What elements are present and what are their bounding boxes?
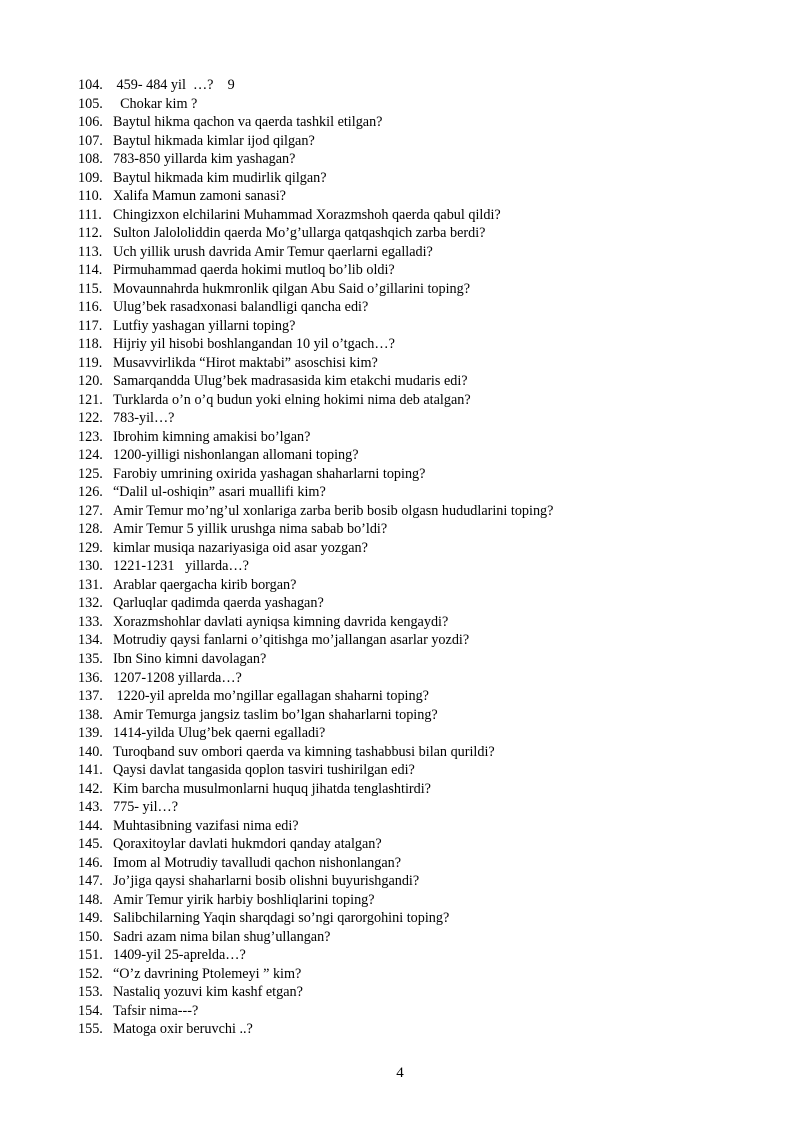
question-number: 145. [78,836,103,853]
question-item [78,298,778,317]
question-number: 139. [78,725,103,742]
question-number: 129. [78,539,103,556]
question-text: Tafsir nima---? [113,1002,199,1019]
question-item [78,150,778,169]
question-number: 153. [78,984,103,1001]
question-item [78,687,778,706]
question-number: 141. [78,762,103,779]
question-text: Baytul hikma qachon va qaerda tashkil etilgan? [113,114,383,131]
question-text: Amir Temur yirik harbiy boshliqlarini toping? [113,891,375,908]
question-number: 104. [78,77,103,93]
question-number: 121. [78,391,103,408]
question-text: Qoraxitoylar davlati hukmdori qanday atalgan? [113,836,382,853]
question-item [78,780,778,799]
question-text: Chingizxon elchilarini Muhammad Xorazmshoh qaerda qabul qildi? [113,206,501,223]
question-number: 112. [78,225,103,242]
question-item [78,335,778,354]
question-text: Farobiy umrining oxirida yashagan shaharlarni toping? [113,465,426,482]
question-number: 106. [78,114,103,131]
question-text: Xalifa Mamun zamoni sanasi? [113,188,286,205]
question-text: Ulug’bek rasadxonasi balandligi qancha edi? [113,299,369,316]
question-item [78,872,778,891]
question-number: 111. [78,206,102,223]
question-text: Movaunnahrda hukmronlik qilgan Abu Said o’gillarini toping? [113,280,471,297]
question-number: 123. [78,428,103,445]
question-text: Nastaliq yozuvi kim kashf etgan? [113,984,303,1001]
question-number: 142. [78,780,103,797]
question-number: 146. [78,854,103,871]
question-text: Turoqband suv ombori qaerda va kimning tashabbusi bilan qurildi? [113,743,495,760]
question-number: 144. [78,817,103,834]
question-text: 459- 484 yil …? 9 [113,77,235,93]
question-item [78,669,778,688]
question-text: Amir Temurga jangsiz taslim bo’lgan shaharlarni toping? [113,706,438,723]
question-number: 124. [78,447,103,464]
question-text: Amir Temur mo’ng’ul xonlariga zarba berib bosib olgasn hududlarini toping? [113,502,554,519]
question-number: 155. [78,1021,103,1038]
question-item [78,946,778,965]
question-text: Kim barcha musulmonlarni huquq jihatda tenglashtirdi? [113,780,431,797]
question-number: 128. [78,521,103,538]
question-item [78,317,778,336]
question-text: Samarqandda Ulug’bek madrasasida kim etakchi mudaris edi? [113,373,468,390]
question-text: 1414-yilda Ulug’bek qaerni egalladi? [113,725,326,742]
question-item [78,1002,778,1021]
question-text: 783-yil…? [113,410,175,427]
question-number: 130. [78,558,103,575]
question-text: 1220-yil aprelda mo’ngillar egallagan shaharni toping? [113,688,429,705]
question-item [78,706,778,725]
question-item [78,113,778,132]
question-text: Amir Temur 5 yillik urushga nima sabab bo’ldi? [113,521,388,538]
question-item [78,206,778,225]
question-item [78,520,778,539]
question-item [78,261,778,280]
question-text: Motrudiy qaysi fanlarni o’qitishga mo’jallangan asarlar yozdi? [113,632,470,649]
question-list [78,76,778,1039]
question-number: 138. [78,706,103,723]
question-number: 127. [78,502,103,519]
question-text: Matoga oxir beruvchi ..? [113,1021,253,1038]
question-item [78,983,778,1002]
question-text: kimlar musiqa nazariyasiga oid asar yozgan? [113,539,368,556]
question-item [78,576,778,595]
question-number: 151. [78,947,103,964]
question-item [78,169,778,188]
question-item [78,428,778,447]
question-text: 1200-yilligi nishonlangan allomani toping? [113,447,359,464]
question-number: 152. [78,965,103,982]
question-item [78,391,778,410]
question-number: 154. [78,1002,103,1019]
question-text: Ibn Sino kimni davolagan? [113,650,267,667]
question-item [78,446,778,465]
question-number: 109. [78,169,103,186]
question-item [78,854,778,873]
question-number: 140. [78,743,103,760]
question-number: 113. [78,243,103,260]
question-item [78,835,778,854]
question-text: Lutfiy yashagan yillarni toping? [113,317,296,334]
question-text: Pirmuhammad qaerda hokimi mutloq bo’lib oldi? [113,262,395,279]
question-text: Ibrohim kimning amakisi bo’lgan? [113,428,311,445]
question-number: 116. [78,299,103,316]
question-item [78,909,778,928]
question-text: Qarluqlar qadimda qaerda yashagan? [113,595,324,612]
question-number: 133. [78,613,103,630]
question-item [78,1020,778,1039]
question-item [78,928,778,947]
question-text: Baytul hikmada kim mudirlik qilgan? [113,169,327,186]
question-text: Hijriy yil hisobi boshlangandan 10 yil o’tgach…? [113,336,395,353]
question-number: 105. [78,95,103,112]
question-text: Xorazmshohlar davlati ayniqsa kimning davrida kengaydi? [113,613,449,630]
question-number: 120. [78,373,103,390]
question-number: 119. [78,354,103,371]
question-item [78,798,778,817]
question-item [78,817,778,836]
question-number: 126. [78,484,103,501]
question-number: 108. [78,151,103,168]
question-number: 117. [78,317,103,334]
question-text: “Dalil ul-oshiqin” asari muallifi kim? [113,484,326,501]
question-text: Jo’jiga qaysi shaharlarni bosib olishni buyurishgandi? [113,873,420,890]
question-text: Musavvirlikda “Hirot maktabi” asoschisi kim? [113,354,378,371]
question-item [78,243,778,262]
question-text: Qaysi davlat tangasida qoplon tasviri tushirilgan edi? [113,762,415,779]
question-number: 147. [78,873,103,890]
question-item [78,724,778,743]
question-number: 134. [78,632,103,649]
question-item [78,891,778,910]
question-text: Baytul hikmada kimlar ijod qilgan? [113,132,315,149]
question-number: 143. [78,799,103,816]
question-number: 118. [78,336,103,353]
question-text: Salibchilarning Yaqin sharqdagi so’ngi qarorgohini toping? [113,910,450,927]
question-number: 148. [78,891,103,908]
question-text: Imom al Motrudiy tavalludi qachon nishonlangan? [113,854,402,871]
question-item [78,132,778,151]
question-number: 137. [78,688,103,705]
question-text: Sadri azam nima bilan shug’ullangan? [113,928,331,945]
question-item [78,502,778,521]
question-item [78,965,778,984]
question-number: 115. [78,280,103,297]
page-number: 4 [396,1065,404,1081]
question-number: 110. [78,188,103,205]
question-item [78,557,778,576]
question-number: 114. [78,262,103,279]
question-item [78,280,778,299]
question-text: 1221-1231 yillarda…? [113,558,249,575]
question-text: 783-850 yillarda kim yashagan? [113,151,296,168]
question-text: Muhtasibning vazifasi nima edi? [113,817,299,834]
question-number: 125. [78,465,103,482]
question-number: 132. [78,595,103,612]
question-item [78,743,778,762]
question-text: 775- yil…? [113,799,179,816]
question-number: 107. [78,132,103,149]
question-item [78,761,778,780]
question-number: 149. [78,910,103,927]
question-number: 131. [78,576,103,593]
question-text: Arablar qaergacha kirib borgan? [113,576,297,593]
question-item [78,465,778,484]
question-item [78,594,778,613]
question-number: 150. [78,928,103,945]
question-item [78,372,778,391]
question-item [78,409,778,428]
question-item [78,95,778,114]
question-number: 135. [78,650,103,667]
question-number: 136. [78,669,103,686]
question-item [78,539,778,558]
question-item [78,354,778,373]
question-item [78,187,778,206]
question-item [78,76,778,95]
question-text: 1207-1208 yillarda…? [113,669,242,686]
question-item [78,631,778,650]
question-text: Turklarda o’n o’q budun yoki elning hokimi nima deb atalgan? [113,391,471,408]
question-number: 122. [78,410,103,427]
question-text: Uch yillik urush davrida Amir Temur qaerlarni egalladi? [113,243,433,260]
question-item [78,613,778,632]
question-item [78,224,778,243]
question-text: 1409-yil 25-aprelda…? [113,947,246,964]
question-item [78,650,778,669]
question-item [78,483,778,502]
question-text: Chokar kim ? [113,95,198,112]
question-text: “O’z davrining Ptolemeyi ” kim? [113,965,302,982]
question-text: Sulton Jalololiddin qaerda Mo’g’ullarga qatqashqich zarba berdi? [113,225,486,242]
